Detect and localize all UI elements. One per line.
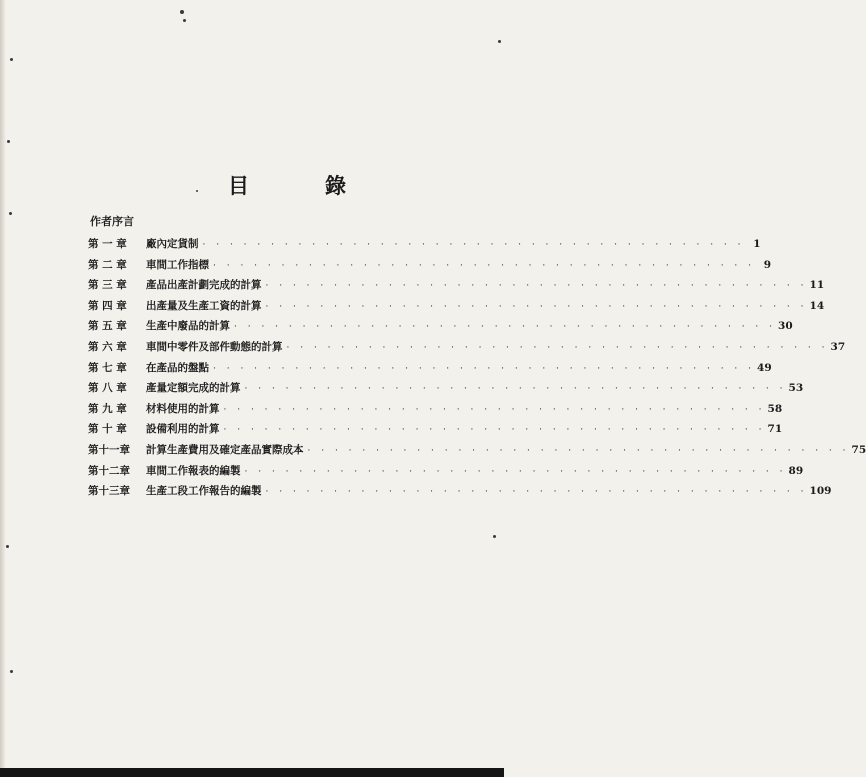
scan-speck bbox=[10, 670, 13, 673]
page-number: 53 bbox=[788, 382, 804, 395]
toc-entry bbox=[88, 442, 866, 463]
scan-bottom-edge bbox=[0, 768, 504, 777]
page-number: 109 bbox=[809, 485, 832, 498]
toc-entry bbox=[88, 298, 825, 319]
toc-entry bbox=[88, 236, 761, 257]
chapter-title: 設備利用的計算 bbox=[146, 423, 220, 436]
toc-entry bbox=[88, 360, 772, 381]
scan-speck bbox=[493, 535, 496, 538]
chapter-number: 第 三 章 bbox=[88, 279, 127, 292]
chapter-title: 在產品的盤點 bbox=[146, 361, 209, 374]
toc-entry bbox=[88, 380, 804, 401]
chapter-number: 第 二 章 bbox=[88, 258, 127, 271]
dot-leader: · · · · · · · · · · · · · · · · · · · · · · · · · · · · · · · · · · · · · · · · bbox=[265, 487, 808, 498]
page-number: 75 bbox=[851, 443, 866, 456]
scan-speck bbox=[7, 140, 10, 143]
chapter-number: 第 一 章 bbox=[88, 238, 127, 250]
dot-leader: · · · · · · · · · · · · · · · · · · · · · · · · · · · · · · · · · · · · · · · · bbox=[244, 466, 787, 477]
chapter-title: 車間工作指標 bbox=[146, 258, 209, 271]
scan-speck bbox=[180, 10, 184, 14]
dot-leader: · · · · · · · · · · · · · · · · · · · · · · · · · · · · · · · · · · · · · · · · bbox=[234, 322, 777, 333]
toc-entry bbox=[88, 463, 804, 484]
page-spine-shadow bbox=[0, 0, 6, 777]
chapter-number: 第十三章 bbox=[88, 485, 130, 498]
chapter-title: 生產中廢品的計算 bbox=[146, 320, 230, 333]
table-of-contents bbox=[88, 236, 866, 504]
chapter-title: 車間工作報表的編製 bbox=[146, 464, 241, 477]
scan-speck bbox=[196, 190, 198, 192]
page-number: 89 bbox=[788, 464, 804, 477]
dot-leader: · · · · · · · · · · · · · · · · · · · · · · · · · · · · · · · · · · · · · · · · bbox=[223, 404, 766, 415]
chapter-title: 材料使用的計算 bbox=[146, 402, 220, 415]
page-number: 9 bbox=[763, 258, 772, 271]
toc-entry bbox=[88, 277, 825, 298]
page-number: 71 bbox=[767, 423, 783, 436]
chapter-number: 第 九 章 bbox=[88, 402, 127, 415]
page-number: 14 bbox=[809, 299, 825, 312]
chapter-number: 第 七 章 bbox=[88, 361, 127, 374]
page-number: 30 bbox=[778, 320, 793, 333]
toc-entry bbox=[88, 339, 846, 360]
chapter-title: 出產量及生產工資的計算 bbox=[146, 299, 262, 312]
toc-entry bbox=[88, 318, 793, 339]
chapter-title: 廠內定貨制 bbox=[146, 238, 199, 250]
page-number: 58 bbox=[767, 402, 783, 415]
chapter-number: 第 六 章 bbox=[88, 340, 127, 353]
chapter-title: 計算生產費用及確定產品實際成本 bbox=[146, 443, 304, 456]
chapter-title: 產量定額完成的計算 bbox=[146, 382, 241, 395]
page-number: 37 bbox=[830, 340, 846, 353]
dot-leader: · · · · · · · · · · · · · · · · · · · · · · · · · · · · · · · · · · · · · · · · bbox=[223, 425, 766, 436]
chapter-title: 產品出產計劃完成的計算 bbox=[146, 279, 262, 292]
scan-speck bbox=[183, 19, 186, 22]
toc-entry bbox=[88, 401, 783, 422]
page-number: 49 bbox=[757, 361, 772, 374]
dot-leader: · · · · · · · · · · · · · · · · · · · · · · · · · · · · · · · · · · · · · · · · bbox=[265, 281, 808, 292]
scan-speck bbox=[6, 545, 9, 548]
page-number: 11 bbox=[809, 279, 825, 292]
chapter-number: 第 四 章 bbox=[88, 299, 127, 312]
scan-speck bbox=[10, 58, 13, 61]
chapter-title: 車間中零件及部件動態的計算 bbox=[146, 340, 283, 353]
dot-leader: · · · · · · · · · · · · · · · · · · · · · · · · · · · · · · · · · · · · · · · · bbox=[202, 240, 745, 250]
preface-entry: 作者序言 bbox=[90, 215, 134, 228]
dot-leader: · · · · · · · · · · · · · · · · · · · · · · · · · · · · · · · · · · · · · · · · bbox=[244, 384, 787, 395]
scan-speck bbox=[498, 40, 501, 43]
dot-leader: · · · · · · · · · · · · · · · · · · · · · · · · · · · · · · · · · · · · · · · · bbox=[307, 445, 850, 456]
toc-entry bbox=[88, 483, 832, 504]
chapter-number: 第十一章 bbox=[88, 443, 130, 456]
dot-leader: · · · · · · · · · · · · · · · · · · · · · · · · · · · · · · · · · · · · · · · · bbox=[213, 260, 756, 271]
chapter-number: 第 十 章 bbox=[88, 423, 127, 436]
dot-leader: · · · · · · · · · · · · · · · · · · · · · · · · · · · · · · · · · · · · · · · · bbox=[265, 301, 808, 312]
chapter-number: 第 八 章 bbox=[88, 382, 127, 395]
dot-leader: · · · · · · · · · · · · · · · · · · · · · · · · · · · · · · · · · · · · · · · · bbox=[286, 342, 829, 353]
toc-entry bbox=[88, 257, 772, 278]
chapter-title: 生產工段工作報告的編製 bbox=[146, 485, 262, 498]
chapter-number: 第 五 章 bbox=[88, 320, 127, 333]
title-char-1: 目 bbox=[228, 173, 251, 198]
page-number: 1 bbox=[753, 238, 761, 250]
scan-speck bbox=[9, 212, 12, 215]
title-char-2: 錄 bbox=[325, 173, 348, 198]
contents-title bbox=[228, 170, 348, 200]
dot-leader: · · · · · · · · · · · · · · · · · · · · · · · · · · · · · · · · · · · · · · · · bbox=[213, 363, 756, 374]
chapter-number: 第十二章 bbox=[88, 464, 130, 477]
toc-entry bbox=[88, 421, 783, 442]
